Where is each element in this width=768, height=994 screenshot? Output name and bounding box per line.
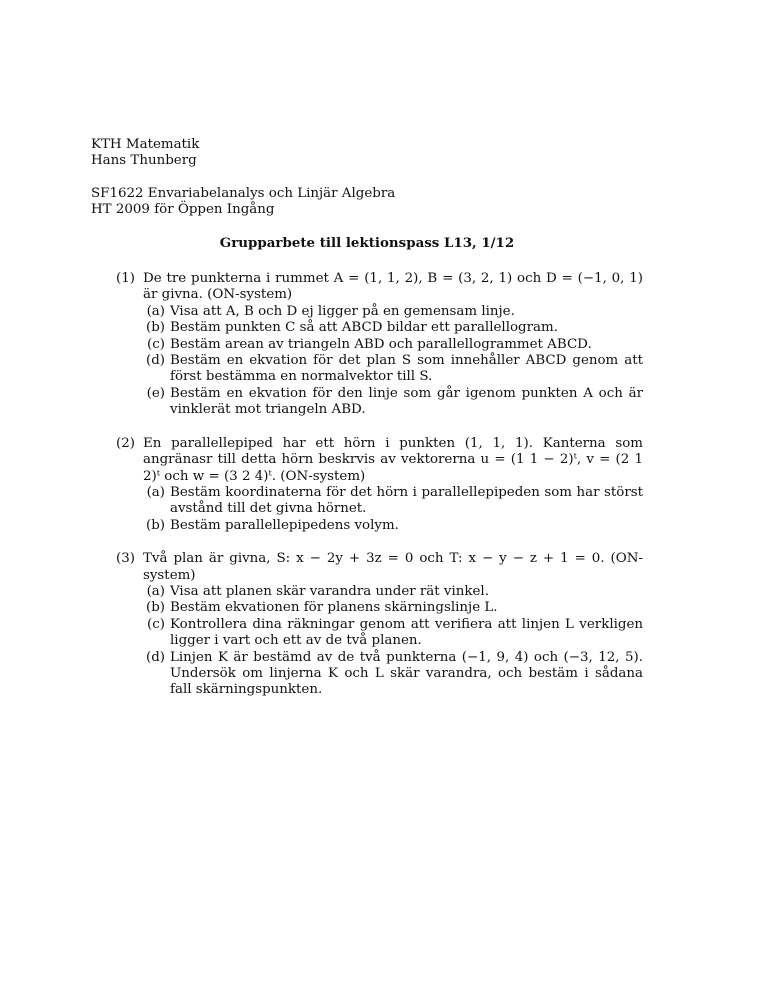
subproblem-label: (c) xyxy=(147,336,165,352)
subproblem-label: (d) xyxy=(145,353,165,369)
subproblem-label: (a) xyxy=(146,583,165,599)
subproblem xyxy=(143,617,643,650)
subproblem-label: (b) xyxy=(145,320,165,336)
subproblem xyxy=(143,353,643,386)
subproblem-label: (a) xyxy=(146,484,165,500)
problem-number: (1) xyxy=(116,271,135,287)
subproblem xyxy=(143,600,643,616)
subproblem-label: (d) xyxy=(145,649,165,665)
problem-2 xyxy=(91,436,643,534)
subproblem-text: Bestäm en ekvation för den linje som går igenom punkten A och är vinklerät mot triangeln ABD. xyxy=(170,385,643,418)
problem-number: (3) xyxy=(116,551,135,567)
subproblem xyxy=(143,485,643,518)
subproblem-text: Bestäm punkten C så att ABCD bildar ett parallellogram. xyxy=(170,320,558,336)
document-page xyxy=(91,137,643,716)
subproblem-label: (b) xyxy=(145,600,165,616)
term: HT 2009 för Öppen Ingång xyxy=(91,202,275,218)
problem-statement: Två plan är givna, S: x − 2y + 3z = 0 och T: x − y − z + 1 = 0. (ON-system) xyxy=(143,551,643,583)
department: KTH Matematik xyxy=(91,137,200,152)
subproblem xyxy=(143,337,643,353)
problem-list xyxy=(91,271,643,699)
subproblem xyxy=(143,320,643,336)
subproblem-text: Visa att planen skär varandra under rät vinkel. xyxy=(170,583,489,599)
subproblem-label: (e) xyxy=(146,385,165,401)
problem-statement: De tre punkterna i rummet A = (1, 1, 2), B = (3, 2, 1) och D = (−1, 0, 1) är givna. (ON-system) xyxy=(143,271,643,303)
subproblem-label: (b) xyxy=(145,517,165,533)
subproblem-text: Visa att A, B och D ej ligger på en gemensam linje. xyxy=(170,303,515,319)
subproblem-text: Kontrollera dina räkningar genom att verifiera att linjen L verkligen ligger i vart och ett av de två planen. xyxy=(170,616,643,649)
header-block xyxy=(91,137,643,170)
problem-1 xyxy=(91,271,643,419)
problem-statement: En parallellepiped har ett hörn i punkten (1, 1, 1). Kanterna som angränasr till detta hörn beskrvis av vektorerna u = (1 1 − 2)ᵗ, v = (2 1 2)ᵗ och w = (3 2 4)ᵗ. (ON-system) xyxy=(143,435,643,484)
course-block xyxy=(91,186,643,219)
subproblem xyxy=(143,518,643,534)
subproblem-label: (c) xyxy=(147,616,165,632)
problem-number: (2) xyxy=(116,435,135,451)
subproblem xyxy=(143,650,643,699)
problem-3 xyxy=(91,551,643,699)
author: Hans Thunberg xyxy=(91,153,197,169)
subproblem xyxy=(143,304,643,320)
subproblem-text: Bestäm en ekvation för det plan S som innehåller ABCD genom att först bestämma en normalvektor till S. xyxy=(170,353,643,385)
subproblem-text: Bestäm koordinaterna för det hörn i parallellepipeden som har störst avstånd till det givna hörnet. xyxy=(170,484,643,517)
subproblem-text: Linjen K är bestämd av de två punkterna (−1, 9, 4) och (−3, 12, 5). Undersök om linjerna K och L skär varandra, och bestäm i sådana fall skärningspunkten. xyxy=(170,649,643,698)
subproblem-label: (a) xyxy=(146,303,165,319)
subproblem-text: Bestäm arean av triangeln ABD och parallellogrammet ABCD. xyxy=(170,336,592,352)
page-title: Grupparbete till lektionspass L13, 1/12 xyxy=(219,234,515,251)
course-name: SF1622 Envariabelanalys och Linjär Algebra xyxy=(91,185,396,201)
subproblem xyxy=(143,386,643,419)
subproblem-text: Bestäm parallellepipedens volym. xyxy=(170,517,399,533)
subproblem xyxy=(143,584,643,600)
subproblem-text: Bestäm ekvationen för planens skärningslinje L. xyxy=(170,600,498,616)
